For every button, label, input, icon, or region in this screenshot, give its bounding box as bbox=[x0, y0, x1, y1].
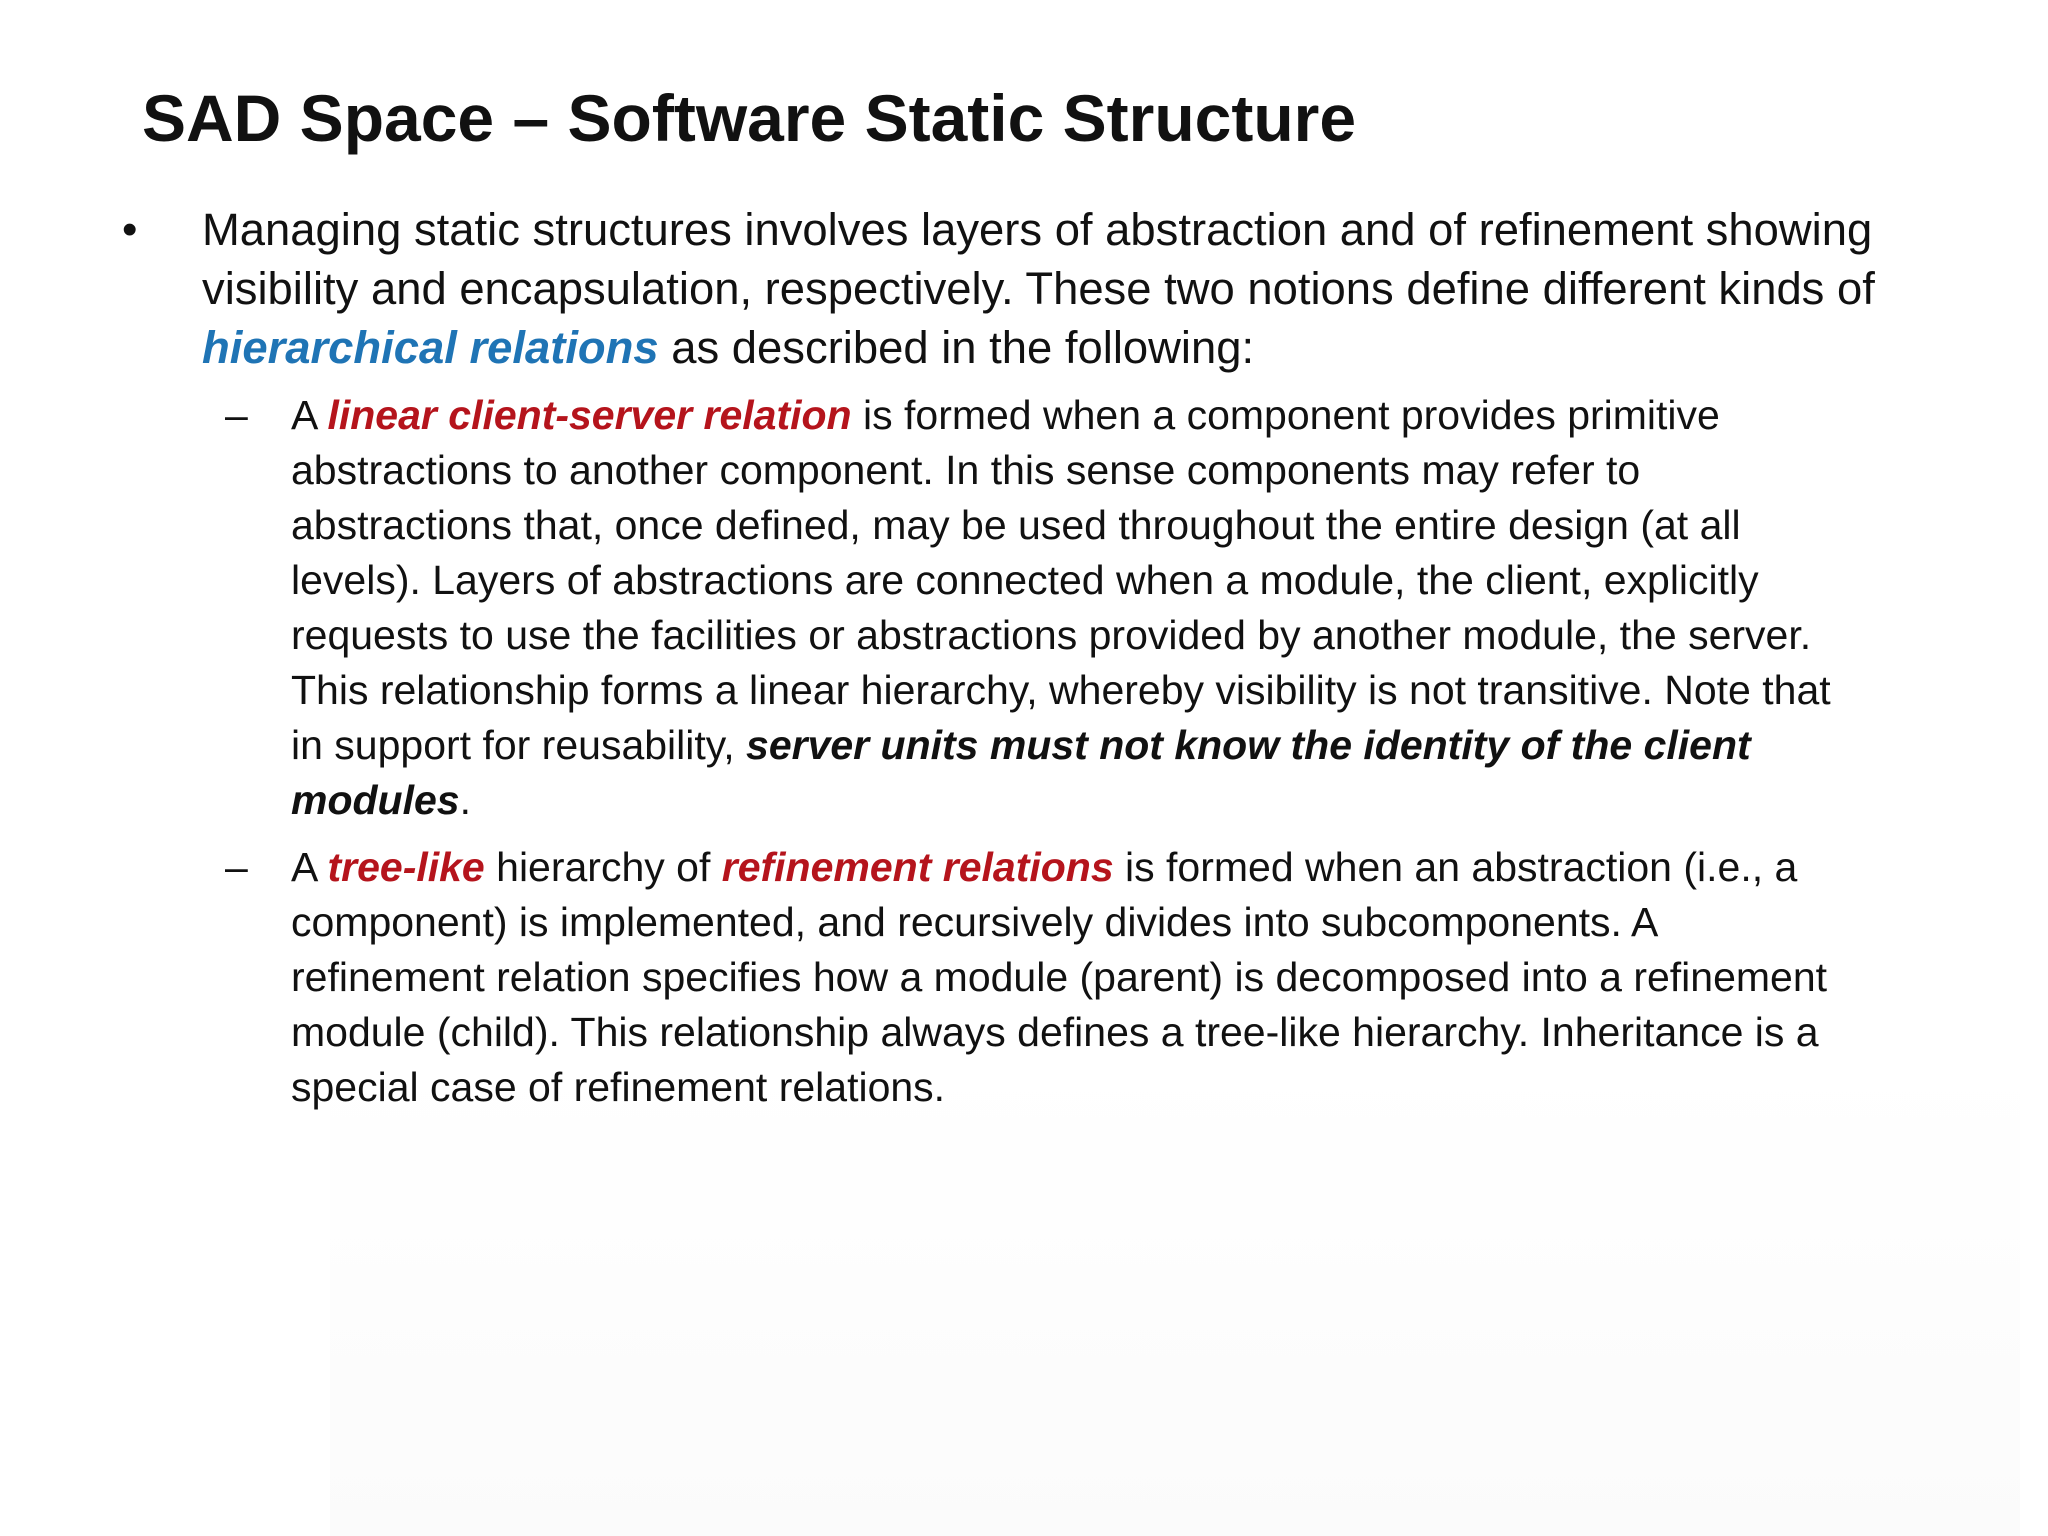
sub-item-line: abstractions that, once defined, may be used throughout the entire design (at all bbox=[291, 502, 1741, 548]
period: . bbox=[459, 777, 471, 823]
lead-text: in support for reusability, bbox=[291, 722, 747, 768]
bullet-text bbox=[202, 200, 2048, 377]
sub-item-line: levels). Layers of abstractions are connected when a module, the client, explicitly bbox=[291, 557, 1759, 603]
bullet-line: Managing static structures involves layers of abstraction and of refinement showing bbox=[202, 204, 1873, 255]
highlight-hierarchical-relations: hierarchical relations bbox=[202, 322, 659, 373]
highlight-linear-client-server: linear client-server relation bbox=[327, 392, 852, 438]
background-shade bbox=[330, 1060, 2020, 1536]
slide-title: SAD Space – Software Static Structure bbox=[142, 81, 1357, 155]
line-rest: is formed when an abstraction (i.e., a bbox=[1113, 844, 1798, 890]
sub-item-line: component) is implemented, and recursively divides into subcomponents. A bbox=[291, 899, 1659, 945]
sub-item-line bbox=[291, 388, 2048, 443]
middle-text: hierarchy of bbox=[484, 844, 722, 890]
emphasis-modules: modules bbox=[291, 777, 460, 823]
sub-item-text bbox=[291, 388, 2048, 828]
highlight-refinement-relations: refinement relations bbox=[721, 844, 1114, 890]
dash-marker: – bbox=[225, 392, 248, 438]
sub-item-line bbox=[291, 718, 2048, 773]
lead-text: A bbox=[291, 844, 328, 890]
bullet-line: visibility and encapsulation, respectively. These two notions define different kinds of bbox=[202, 263, 1875, 314]
sub-item-line bbox=[291, 840, 2048, 895]
highlight-tree-like: tree-like bbox=[327, 844, 485, 890]
line-rest: is formed when a component provides primitive bbox=[851, 392, 1720, 438]
sub-item-line: This relationship forms a linear hierarchy, whereby visibility is not transitive. Note that bbox=[291, 667, 1831, 713]
sub-item-line: requests to use the facilities or abstractions provided by another module, the server. bbox=[291, 612, 1812, 658]
dash-marker: – bbox=[225, 844, 248, 890]
sub-item-text bbox=[291, 840, 2048, 1115]
emphasis-server-units: server units must not know the identity of the client bbox=[746, 722, 1751, 768]
sub-item-line bbox=[291, 773, 2048, 828]
sub-item-line: special case of refinement relations. bbox=[291, 1064, 946, 1110]
bullet-marker: • bbox=[122, 205, 138, 254]
lead-text: A bbox=[291, 392, 328, 438]
sub-item-line: abstractions to another component. In this sense components may refer to bbox=[291, 447, 1641, 493]
sub-item-line: refinement relation specifies how a module (parent) is decomposed into a refinement bbox=[291, 954, 1828, 1000]
bullet-line bbox=[202, 318, 2048, 377]
sub-item-line: module (child). This relationship always defines a tree-like hierarchy. Inheritance is a bbox=[291, 1009, 1819, 1055]
bullet-line-rest: as described in the following: bbox=[658, 322, 1255, 373]
